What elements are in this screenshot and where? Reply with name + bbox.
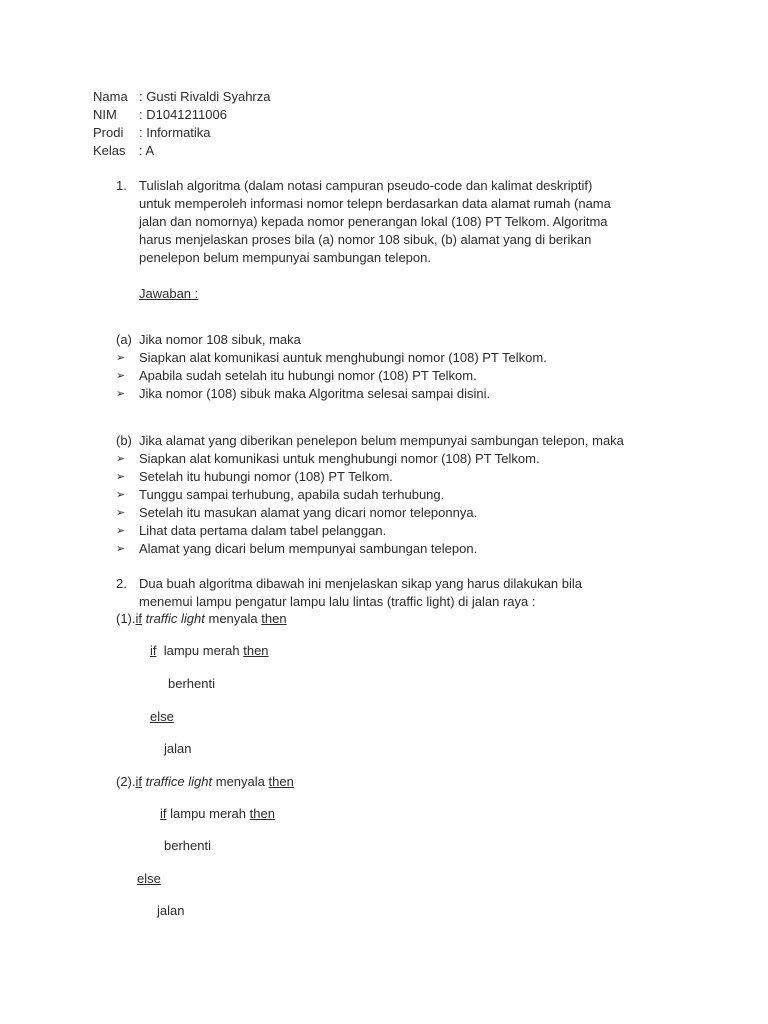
algo-2-kw-then: then — [268, 774, 294, 789]
algo-2-subject: traffice light — [145, 774, 213, 789]
arrow-bullet-icon: ➢ — [116, 453, 126, 465]
algo-2-prefix: (2). — [116, 774, 136, 789]
part-b-item: Lihat data pertama dalam tabel pelanggan. — [139, 523, 387, 538]
algo-1-inner-then: then — [243, 643, 269, 658]
algo-2-inner-if-line — [160, 805, 275, 823]
arrow-bullet-icon: ➢ — [116, 471, 126, 483]
algo-2-inner-cond: lampu merah — [170, 806, 246, 821]
algo-1-go: jalan — [164, 741, 192, 756]
part-a-item: Siapkan alat komunikasi auntuk menghubungi nomor (108) PT Telkom. — [139, 350, 547, 365]
question-2-number: 2. — [116, 576, 127, 591]
algo-1-inner-if-line — [150, 642, 269, 660]
question-1-line: penelepon belum mempunyai sambungan telepon. — [139, 250, 431, 265]
algo-1-inner-cond: lampu merah — [163, 643, 240, 658]
header-label-kelas: Kelas — [93, 143, 126, 158]
header-value-kelas: : A — [139, 143, 155, 158]
algo-1-prefix: (1). — [116, 611, 136, 626]
arrow-bullet-icon: ➢ — [116, 489, 126, 501]
question-2-line: menemui lampu pengatur lampu lalu lintas (traffic light) di jalan raya : — [139, 594, 536, 609]
arrow-bullet-icon: ➢ — [116, 388, 126, 400]
algo-2-kw-if: if — [135, 774, 142, 789]
part-b-item: Setelah itu masukan alamat yang dicari nomor teleponnya. — [139, 505, 478, 520]
algo-2-verb: menyala — [215, 774, 265, 789]
algo-2-stop: berhenti — [164, 838, 211, 853]
part-a-intro: Jika nomor 108 sibuk, maka — [139, 332, 301, 347]
header-value-prodi: : Informatika — [139, 125, 211, 140]
header-value-nim: : D1041211006 — [139, 107, 227, 122]
algo-1-if-line — [116, 610, 287, 628]
part-a-item: Jika nomor (108) sibuk maka Algoritma selesai sampai disini. — [139, 386, 491, 401]
part-b-item: Siapkan alat komunikasi untuk menghubungi nomor (108) PT Telkom. — [139, 451, 540, 466]
algo-1-inner-if: if — [150, 643, 157, 658]
header-label-nama: Nama — [93, 89, 128, 104]
algo-1-kw-then: then — [261, 611, 287, 626]
question-1-line: untuk memperoleh informasi nomor telepn berdasarkan data alamat rumah (nama — [139, 196, 611, 211]
part-b-item: Setelah itu hubungi nomor (108) PT Telkom. — [139, 469, 393, 484]
part-a-item: Apabila sudah setelah itu hubungi nomor (108) PT Telkom. — [139, 368, 477, 383]
algo-1-kw-else: else — [150, 709, 174, 724]
algo-2-inner-if: if — [160, 806, 167, 821]
algo-2-go: jalan — [157, 903, 185, 918]
question-1-line: jalan dan nomornya) kepada nomor penerangan lokal (108) PT Telkom. Algoritma — [139, 214, 608, 229]
part-b-item: Tunggu sampai terhubung, apabila sudah terhubung. — [139, 487, 445, 502]
arrow-bullet-icon: ➢ — [116, 352, 126, 364]
arrow-bullet-icon: ➢ — [116, 507, 126, 519]
header-label-nim: NIM — [93, 107, 117, 122]
answer-heading-text: Jawaban : — [139, 286, 199, 301]
algo-1-subject: traffic light — [145, 611, 205, 626]
answer-heading — [139, 285, 198, 303]
algo-1-else-line — [150, 708, 174, 726]
algo-1-stop: berhenti — [168, 676, 215, 691]
question-1-number: 1. — [116, 178, 127, 193]
algo-1-verb: menyala — [208, 611, 258, 626]
arrow-bullet-icon: ➢ — [116, 525, 126, 537]
algo-2-kw-else: else — [137, 871, 161, 886]
algo-2-if-line — [116, 773, 294, 791]
header-value-nama: : Gusti Rivaldi Syahrza — [139, 89, 271, 104]
question-1-line: Tulislah algoritma (dalam notasi campuran pseudo-code dan kalimat deskriptif) — [139, 178, 593, 193]
question-1-line: harus menjelaskan proses bila (a) nomor 108 sibuk, (b) alamat yang di berikan — [139, 232, 592, 247]
algo-1-kw-if: if — [135, 611, 142, 626]
arrow-bullet-icon: ➢ — [116, 543, 126, 555]
part-b-intro: Jika alamat yang diberikan penelepon belum mempunyai sambungan telepon, maka — [139, 433, 624, 448]
algo-2-inner-then: then — [249, 806, 275, 821]
arrow-bullet-icon: ➢ — [116, 370, 126, 382]
algo-2-else-line — [137, 870, 161, 888]
part-b-item: Alamat yang dicari belum mempunyai sambungan telepon. — [139, 541, 478, 556]
header-label-prodi: Prodi — [93, 125, 124, 140]
question-2-line: Dua buah algoritma dibawah ini menjelaskan sikap yang harus dilakukan bila — [139, 576, 582, 591]
part-b-marker: (b) — [116, 433, 132, 448]
part-a-marker: (a) — [116, 332, 132, 347]
